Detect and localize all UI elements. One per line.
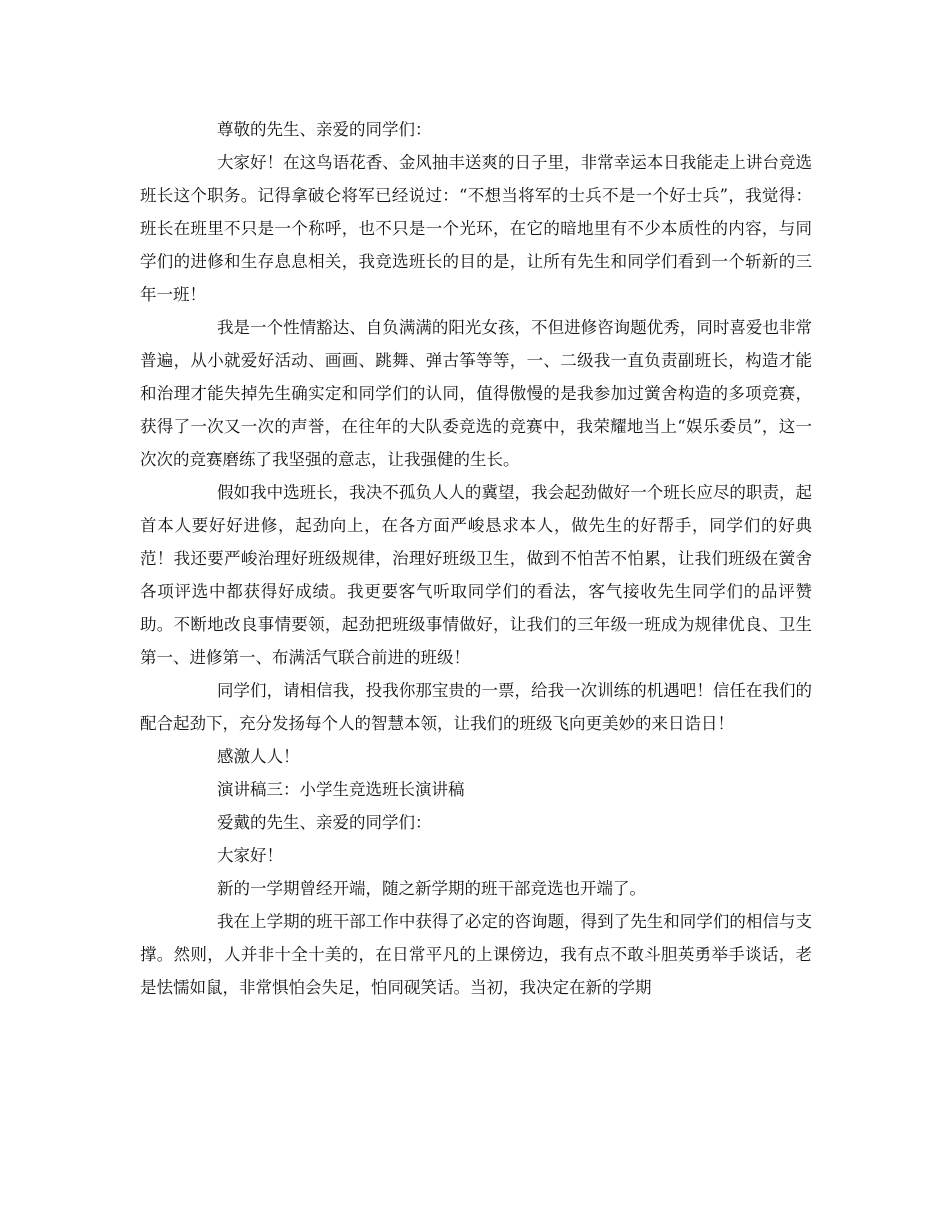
document-body [140,113,812,1004]
section-heading: 演讲稿三：小学生竞选班长演讲稿 [217,780,465,799]
paragraph-greeting: 大家好！在这鸟语花香、金风抽丰送爽的日子里，非常幸运本日我能走上讲台竞选班长这个职务。记得拿破仑将军已经说过：“不想当将军的士兵不是一个好士兵”，我觉得：班长在班里不只是一个称呼，也不只是一个光环，在它的暗地里有不少本质性的内容，与同学们的进修和生存息息相关，我竞选班长的目的是，让所有先生和同学们看到一个斩新的三年一班！ [140,153,812,304]
paragraph-greeting-2: 大家好！ [217,846,283,865]
paragraph-self-intro: 我是一个性情豁达、自负满满的阳光女孩，不但进修咨询题优秀，同时喜爱也非常普遍，从小就爱好活动、画画、跳舞、弹古筝等等，一、二级我一直负责副班长，构造才能和治理才能失掉先生确实定和同学们的认同，值得傲慢的是我参加过黉舍构造的多项竞赛，获得了一次又一次的声誉，在往年的大队委竞选的竞赛中，我荣耀地当上“娱乐委员”，这一次次的竞赛磨练了我坚强的意志，让我强健的生长。 [140,318,812,469]
paragraph-reflection: 我在上学期的班干部工作中获得了必定的咨询题，得到了先生和同学们的相信与支撑。然则，人并非十全十美的，在日常平凡的上课傍边，我有点不敢斗胆英勇举手谈话，老是怯懦如鼠，非常惧怕会失足，怕同砚笑话。当初，我决定在新的学期 [140,912,812,997]
paragraph-salutation: 尊敬的先生、亲爱的同学们： [217,120,432,139]
paragraph-salutation-2: 爱戴的先生、亲爱的同学们： [217,813,432,832]
paragraph-new-term: 新的一学期曾经开端，随之新学期的班干部竞选也开端了。 [217,879,646,898]
paragraph-promise: 假如我中选班长，我决不孤负人人的冀望，我会起劲做好一个班长应尽的职责，起首本人要好好进修，起劲向上，在各方面严峻恳求本人，做先生的好帮手，同学们的好典范！我还要严峻治理好班级规律，治理好班级卫生，做到不怕苦不怕累，让我们班级在黉舍各项评选中都获得好成绩。我更要客气听取同学们的看法，客气接收先生同学们的品评赞助。不断地改良事情要领，起劲把班级事情做好，让我们的三年级一班成为规律优良、卫生第一、进修第一、布满活气联合前进的班级！ [140,483,812,667]
paragraph-appeal: 同学们，请相信我，投我你那宝贵的一票，给我一次训练的机遇吧！信任在我们的配合起劲下，充分发扬每个人的智慧本领，让我们的班级飞向更美妙的来日诰日！ [140,681,812,733]
paragraph-thanks: 感激人人！ [217,747,300,766]
